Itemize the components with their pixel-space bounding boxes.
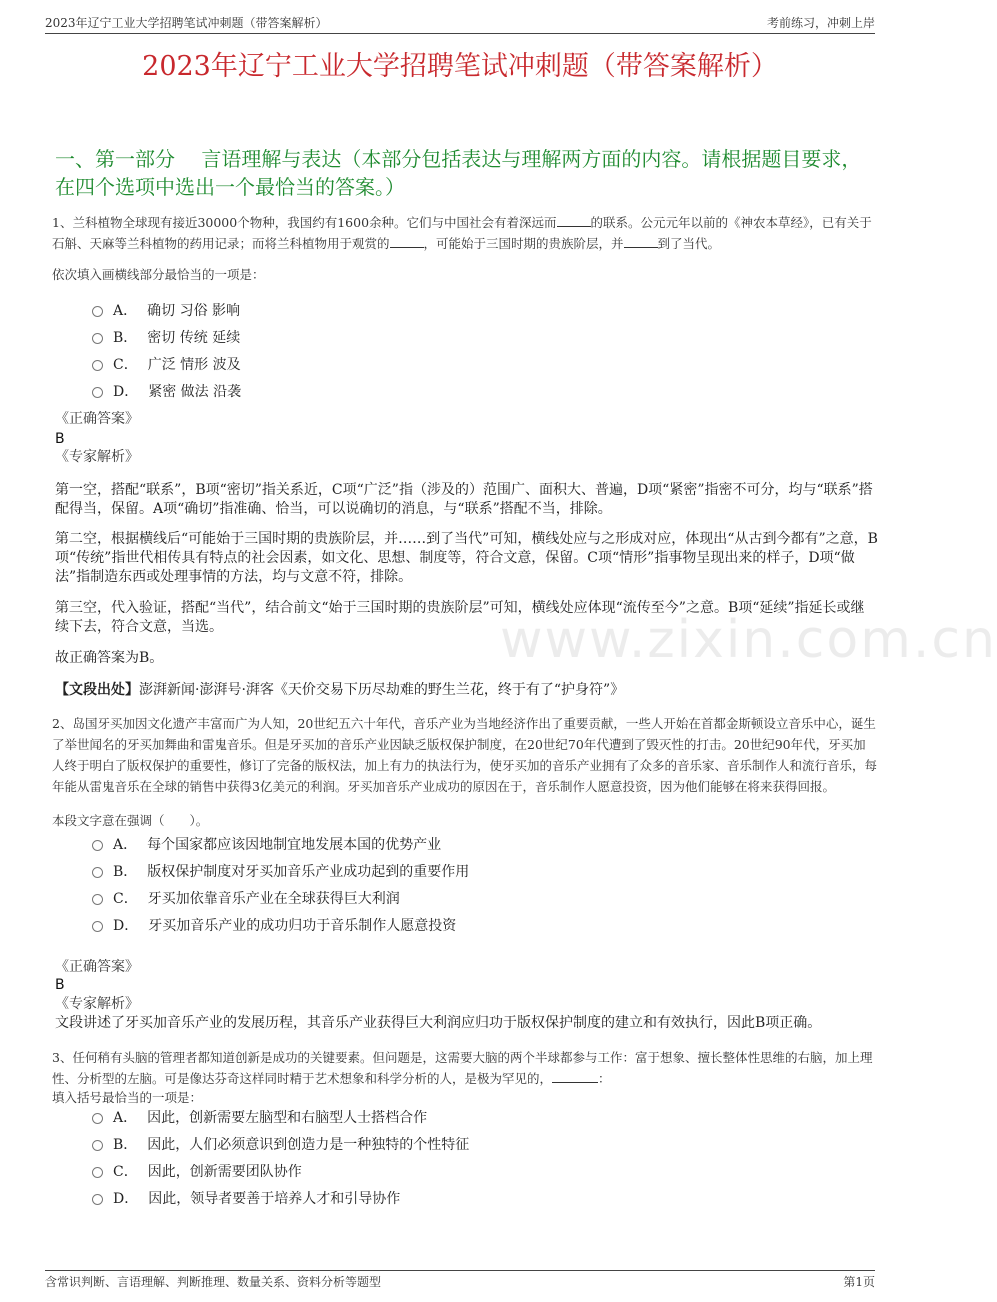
radio-icon[interactable] [92, 867, 103, 878]
footer-question-types: 含常识判断、言语理解、判断推理、数量关系、资料分析等题型 [45, 1275, 382, 1289]
question-3-prompt: 填入括号最恰当的一项是： [52, 1090, 203, 1105]
radio-icon[interactable] [92, 360, 103, 371]
analysis-conclusion: 故正确答案为B。 [55, 650, 164, 666]
radio-icon[interactable] [92, 387, 103, 398]
question-2-options [92, 830, 469, 938]
page-title: 2023年辽宁工业大学招聘笔试冲刺题（带答案解析） [142, 51, 778, 82]
fill-blank [557, 214, 591, 227]
fill-blank [552, 1070, 598, 1083]
fill-blank [390, 235, 424, 248]
analysis-tag: 《专家解析》 [55, 996, 139, 1012]
source-citation [55, 680, 878, 700]
analysis-paragraph: 第二空，根据横线后“可能始于三国时期的贵族阶层，并……到了当代”可知，横线处应与之形成对应，体现出“从古到今都有”之意，B项“传统”指世代相传具有特点的社会因素，如文化、思想、制度等，符合文意，保留。C项“情形”指事物呈现出来的样子，D项“做法”指制造东西或处理事情的方法，均与文意不符，排除。 [55, 531, 878, 585]
question-1-options [92, 296, 241, 404]
page-number: 第1页 [843, 1275, 875, 1289]
option-b[interactable]: B． 密切 传统 延续 [92, 323, 241, 350]
page-footer [45, 1270, 875, 1290]
radio-icon[interactable] [92, 1113, 103, 1124]
section-heading: 一、第一部分 言语理解与表达（本部分包括表达与理解两方面的内容。请根据题目要求，在四个选项中选出一个最恰当的答案。） [55, 147, 862, 199]
header-doc-title: 2023年辽宁工业大学招聘笔试冲刺题（带答案解析） [45, 16, 328, 30]
source-label: 【文段出处】 [55, 682, 139, 698]
option-b[interactable]: B． 版权保护制度对牙买加音乐产业成功起到的重要作用 [92, 857, 469, 884]
radio-icon[interactable] [92, 333, 103, 344]
answer-tag: 《正确答案》 [55, 411, 139, 427]
radio-icon[interactable] [92, 1194, 103, 1205]
answer-value: B [55, 977, 65, 993]
radio-icon[interactable] [92, 921, 103, 932]
question-3-text: 3、任何稍有头脑的管理者都知道创新是成功的关键要素。但问题是，这需要大脑的两个半球都参与工作：富于想象、擅长整体性思维的右脑，加上理性、分析型的左脑。可是像达芬奇这样同时精于艺术想象和科学分析的人，是极为罕见的， ： [52, 1050, 873, 1086]
analysis-paragraph: 文段讲述了牙买加音乐产业的发展历程，其音乐产业获得巨大利润应归功于版权保护制度的建立和有效执行，因此B项正确。 [55, 1015, 822, 1031]
option-a[interactable]: A． 确切 习俗 影响 [92, 296, 241, 323]
question-2-prompt: 本段文字意在强调（ ）。 [52, 813, 209, 828]
question-1-prompt: 依次填入画横线部分最恰当的一项是： [52, 267, 265, 282]
option-d[interactable]: D． 牙买加音乐产业的成功归功于音乐制作人愿意投资 [92, 911, 469, 938]
option-c[interactable]: C． 因此，创新需要团队协作 [92, 1157, 469, 1184]
option-d[interactable]: D． 紧密 做法 沿袭 [92, 377, 241, 404]
option-a[interactable]: A． 每个国家都应该因地制宜地发展本国的优势产业 [92, 830, 469, 857]
analysis-paragraph: 第一空，搭配“联系”，B项“密切”指关系近，C项“广泛”指（涉及的）范围广、面积大、普遍，D项“紧密”指密不可分，均与“联系”搭配得当，保留。A项“确切”指准确、恰当，可以说确切的消息，与“联系”搭配不当，排除。 [55, 482, 873, 517]
radio-icon[interactable] [92, 1167, 103, 1178]
radio-icon[interactable] [92, 1140, 103, 1151]
question-3-options [92, 1103, 469, 1211]
page-header [45, 14, 875, 34]
fill-blank [624, 235, 658, 248]
question-2-text: 2、岛国牙买加因文化遗产丰富而广为人知，20世纪五六十年代，音乐产业为当地经济作出了重要贡献，一些人开始在首都金斯顿设立音乐中心，诞生了举世闻名的牙买加舞曲和雷鬼音乐。但是牙买加的音乐产业因缺乏版权保护制度，在20世纪70年代遭到了毁灭性的打击。20世纪90年代，牙买加人终于明白了版权保护的重要性，修订了完备的版权法，加上有力的执法行为，使牙买加的音乐产业拥有了众多的音乐家、音乐制作人和流行音乐，每年能从雷鬼音乐在全球的销售中获得3亿美元的利润。牙买加音乐产业成功的原因在于，音乐制作人愿意投资，因为他们能够在将来获得回报。 [52, 716, 878, 794]
watermark: www.zixin.com.cn [500, 610, 997, 670]
option-c[interactable]: C． 广泛 情形 波及 [92, 350, 241, 377]
radio-icon[interactable] [92, 894, 103, 905]
analysis-paragraph: 第三空，代入验证，搭配“当代”，结合前文“始于三国时期的贵族阶层”可知，横线处应体现“流传至今”之意。B项“延续”指延长或继续下去，符合文意，当选。 [55, 600, 865, 635]
analysis-tag: 《专家解析》 [55, 449, 139, 465]
question-1-text: 1、兰科植物全球现有接近30000个物种，我国约有1600余种。它们与中国社会有着深远而 的联系。公元元年以前的《神农本草经》，已有关于石斛、天麻等兰科植物的药用记录；而将兰科植物用于观赏的 ，可能始于三国时期的贵族阶层，并 到了当代。 [52, 215, 872, 251]
radio-icon[interactable] [92, 840, 103, 851]
radio-icon[interactable] [92, 306, 103, 317]
source-text: 澎湃新闻·澎湃号·湃客《天价交易下历尽劫难的野生兰花，终于有了“护身符”》 [139, 682, 625, 698]
answer-tag: 《正确答案》 [55, 959, 139, 975]
header-slogan: 考前练习，冲刺上岸 [766, 16, 875, 30]
option-b[interactable]: B． 因此，人们必须意识到创造力是一种独特的个性特征 [92, 1130, 469, 1157]
option-d[interactable]: D． 因此，领导者要善于培养人才和引导协作 [92, 1184, 469, 1211]
option-c[interactable]: C． 牙买加依靠音乐产业在全球获得巨大利润 [92, 884, 469, 911]
option-a[interactable]: A． 因此，创新需要左脑型和右脑型人士搭档合作 [92, 1103, 469, 1130]
answer-value: B [55, 431, 65, 447]
